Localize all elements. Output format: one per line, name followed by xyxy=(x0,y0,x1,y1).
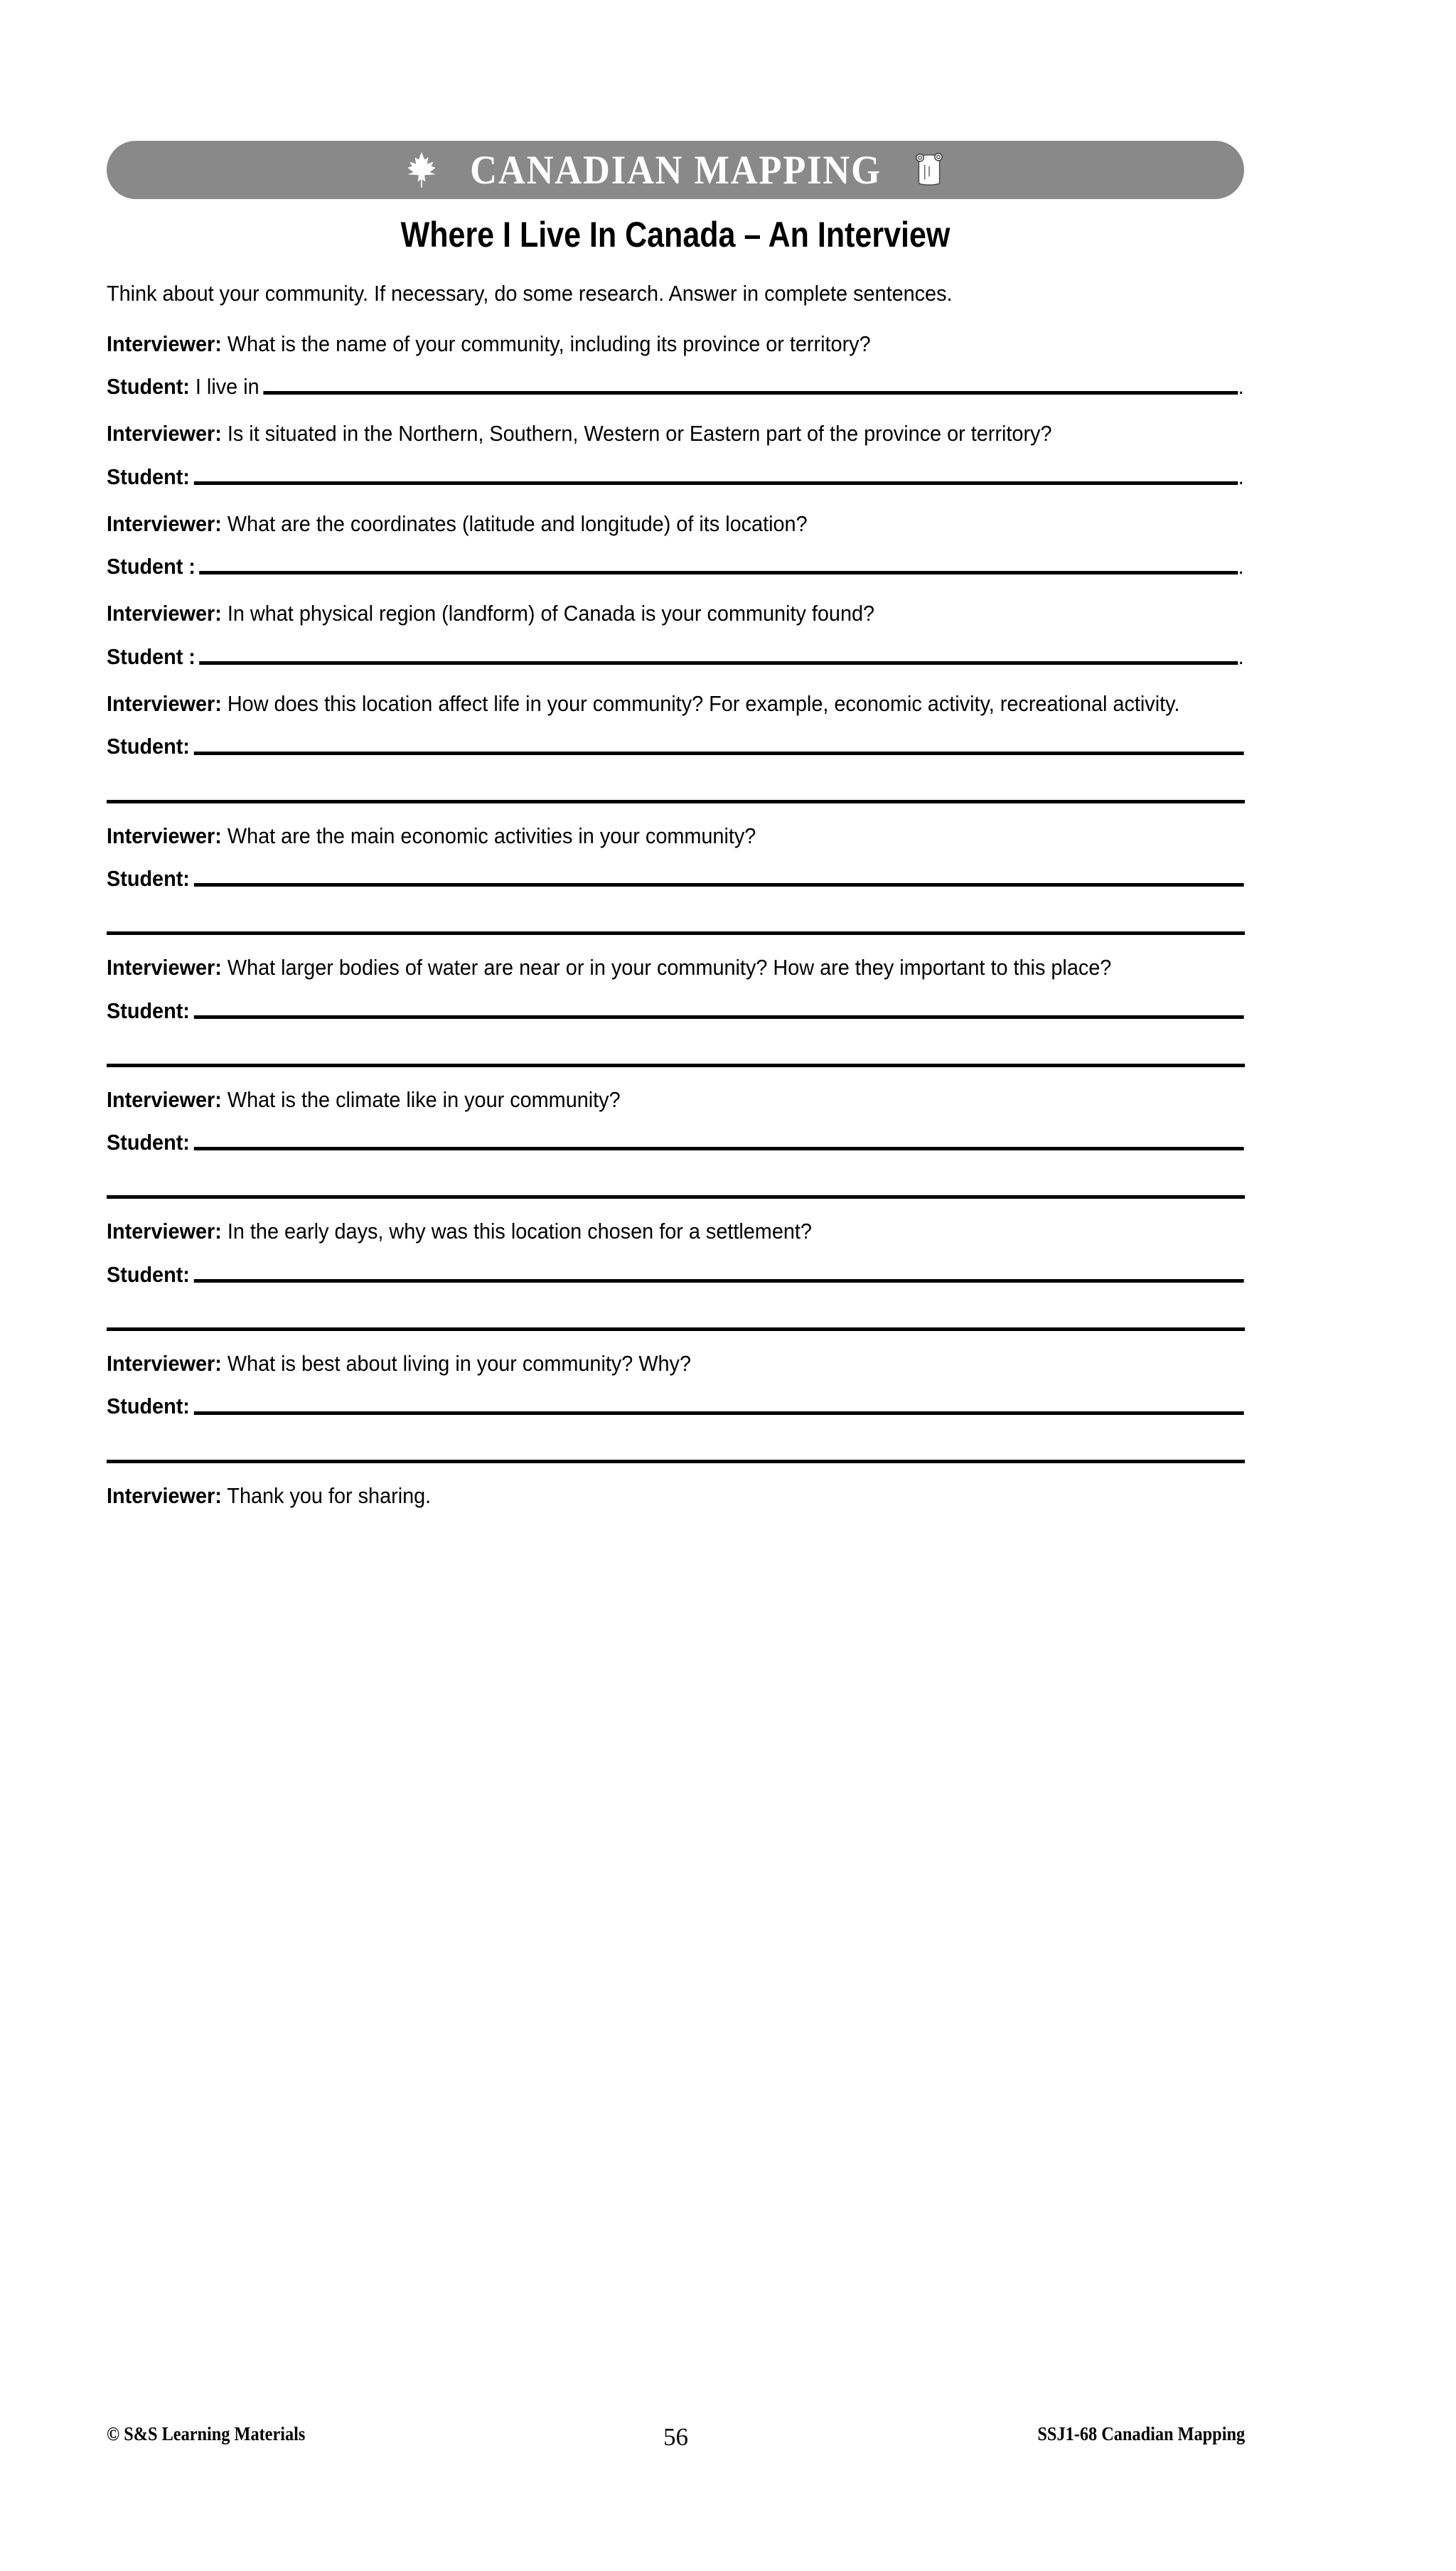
closing-text: Thank you for sharing. xyxy=(227,1482,432,1508)
answer-blank-line[interactable] xyxy=(193,1147,1243,1150)
answer-blank-line[interactable] xyxy=(193,1411,1243,1415)
interviewer-label: Interviewer: xyxy=(107,955,222,980)
interviewer-label: Interviewer: xyxy=(107,823,222,848)
student-answer xyxy=(107,732,1244,761)
student-answer xyxy=(107,1392,1244,1421)
question-text: How does this location affect life in your community? For example, economic activity, recreational activity. xyxy=(227,691,1180,717)
question-text: What is best about living in your community? Why? xyxy=(227,1351,692,1377)
interviewer-question xyxy=(107,1086,1244,1114)
answer-period: . xyxy=(1238,373,1244,399)
answer-blank-line-2[interactable] xyxy=(107,1195,1245,1199)
question-text: What are the main economic activities in your community? xyxy=(227,823,756,848)
question-text: Is it situated in the Northern, Southern, Western or Eastern part of the province or territory? xyxy=(227,421,1052,447)
qa-block xyxy=(107,953,1245,1067)
interviewer-question xyxy=(107,419,1244,448)
student-answer xyxy=(107,1261,1244,1289)
answer-blank-line-2[interactable] xyxy=(107,931,1245,935)
question-text: What is the name of your community, including its province or territory? xyxy=(227,331,871,356)
answer-blank-line-2[interactable] xyxy=(107,1327,1245,1331)
student-label: Student: xyxy=(107,373,190,399)
interview-items xyxy=(107,330,1245,1463)
interviewer-label: Interviewer: xyxy=(107,331,222,356)
instructions: Think about your community. If necessary, do some research. Answer in complete sentences. xyxy=(107,281,953,306)
answer-lead-text: I live in xyxy=(189,373,259,399)
student-answer xyxy=(107,1128,1244,1157)
answer-blank-line[interactable] xyxy=(193,481,1238,485)
answer-blank-line-2[interactable] xyxy=(107,1064,1245,1067)
page-title: Where I Live In Canada – An Interview xyxy=(400,215,951,255)
question-text: In what physical region (landform) of Canada is your community found? xyxy=(227,601,875,626)
student-label: Student: xyxy=(107,865,190,891)
interviewer-label: Interviewer: xyxy=(107,1086,222,1112)
answer-period: . xyxy=(1238,643,1244,669)
interviewer-question xyxy=(107,1349,1244,1378)
maple-leaf-icon xyxy=(407,151,437,188)
student-answer xyxy=(107,373,1244,401)
interviewer-question xyxy=(107,690,1244,718)
student-label: Student : xyxy=(107,554,196,579)
question-text: What are the coordinates (latitude and longitude) of its location? xyxy=(227,511,808,536)
interviewer-question xyxy=(107,953,1244,982)
answer-blank-line[interactable] xyxy=(199,571,1238,574)
interviewer-label: Interviewer: xyxy=(107,1482,222,1508)
student-label: Student : xyxy=(107,643,196,669)
answer-blank-line[interactable] xyxy=(193,883,1243,887)
interviewer-label: Interviewer: xyxy=(107,421,222,447)
answer-blank-line[interactable] xyxy=(193,752,1243,755)
interviewer-question xyxy=(107,822,1244,850)
interviewer-question xyxy=(107,510,1244,538)
answer-blank-line[interactable] xyxy=(263,391,1238,395)
answer-blank-line-2[interactable] xyxy=(107,800,1245,803)
student-answer xyxy=(107,643,1244,671)
interviewer-question xyxy=(107,599,1244,628)
interviewer-question xyxy=(107,330,1244,358)
interviewer-label: Interviewer: xyxy=(107,1351,222,1377)
student-answer xyxy=(107,997,1244,1025)
student-label: Student: xyxy=(107,1394,190,1419)
interviewer-label: Interviewer: xyxy=(107,1219,222,1244)
page-footer xyxy=(107,2423,1245,2451)
question-text: What is the climate like in your community? xyxy=(227,1086,621,1112)
footer-reference: SSJ1-68 Canadian Mapping xyxy=(1037,2423,1245,2444)
answer-period: . xyxy=(1238,464,1244,489)
qa-block xyxy=(107,1349,1245,1463)
qa-block xyxy=(107,599,1245,671)
student-label: Student: xyxy=(107,464,190,489)
answer-blank-line-2[interactable] xyxy=(107,1460,1245,1463)
qa-block xyxy=(107,330,1245,402)
scroll-map-icon xyxy=(914,151,944,188)
footer-copyright: © S&S Learning Materials xyxy=(107,2423,306,2444)
qa-block xyxy=(107,822,1245,936)
answer-period: . xyxy=(1238,554,1244,579)
qa-block xyxy=(107,1086,1245,1199)
page-banner xyxy=(107,141,1244,199)
qa-block xyxy=(107,1217,1245,1331)
interviewer-label: Interviewer: xyxy=(107,601,222,626)
qa-block xyxy=(107,419,1245,491)
student-answer xyxy=(107,865,1244,893)
answer-blank-line[interactable] xyxy=(193,1015,1243,1019)
student-label: Student: xyxy=(107,1261,190,1287)
student-label: Student: xyxy=(107,998,190,1023)
qa-block xyxy=(107,510,1245,582)
interviewer-label: Interviewer: xyxy=(107,691,222,717)
student-label: Student: xyxy=(107,1130,190,1155)
student-answer xyxy=(107,463,1244,491)
qa-block xyxy=(107,690,1245,803)
question-text: In the early days, why was this location chosen for a settlement? xyxy=(227,1219,812,1244)
page-number: 56 xyxy=(663,2423,688,2451)
answer-blank-line[interactable] xyxy=(193,1279,1243,1283)
student-label: Student: xyxy=(107,734,190,759)
closing-block xyxy=(107,1482,1245,1510)
question-text: What larger bodies of water are near or in your community? How are they important to this place? xyxy=(227,955,1112,980)
interviewer-question xyxy=(107,1217,1244,1246)
banner-title: CANADIAN MAPPING xyxy=(469,147,882,193)
interviewer-label: Interviewer: xyxy=(107,511,222,536)
closing-line xyxy=(107,1482,1244,1510)
student-answer xyxy=(107,552,1244,581)
answer-blank-line[interactable] xyxy=(199,661,1238,665)
